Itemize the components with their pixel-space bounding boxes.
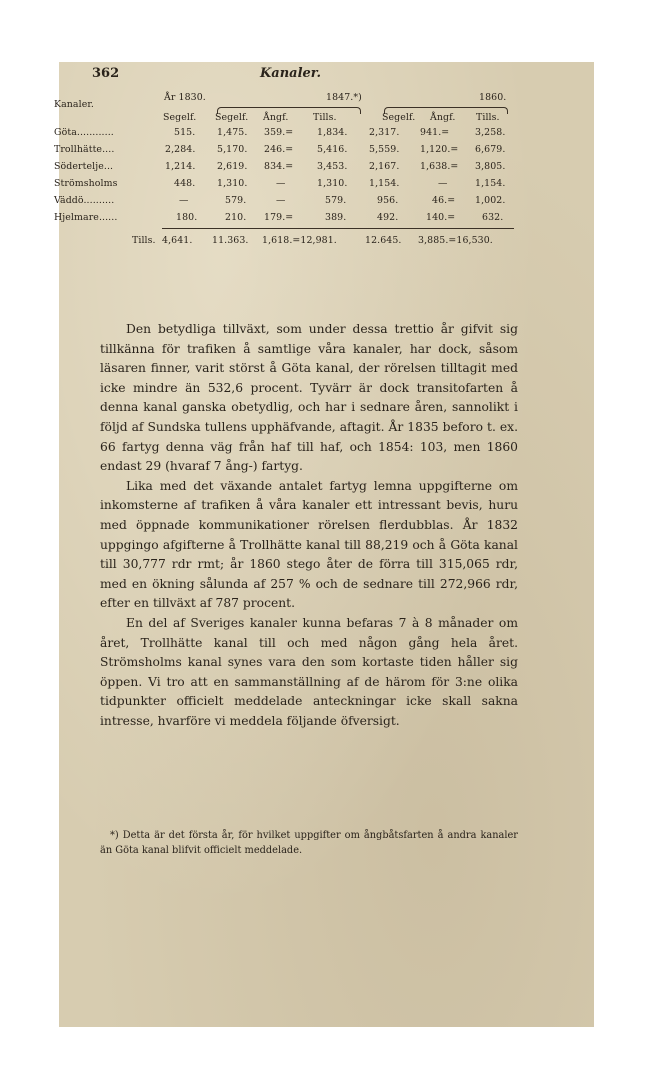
cell: 1,120.= [420,144,459,155]
row-label: Södertelje... [54,161,114,172]
col-header: Segelf. [163,112,197,123]
col-header: Segelf. [215,112,249,123]
cell: 1,834. [317,127,348,138]
cell: 1,214. [165,161,196,172]
page-number: 362 [92,66,120,81]
cell: 6,679. [475,144,506,155]
cell: — [276,178,286,189]
cell: — [438,178,448,189]
col-header: Tills. [313,112,337,123]
total-cell: 11.363. [212,235,249,246]
cell: 579. [325,195,347,206]
body-text [100,320,518,731]
header-1830: År 1830. [164,92,206,103]
col-header: Ångf. [430,112,456,123]
cell: 579. [225,195,247,206]
paragraph: Lika med det växande antalet fartyg lemna uppgifterne om inkomsterne af trafiken å våra kanaler ett intressant bevis, huru med öppnade kommunikationer rörelsen flerdubblas. År 1832 uppgingo afgifterne å Trollhätte kanal till 88,219 och å Göta kanal till 30,777 rdr rmt; år 1860 stego åter de förra till 315,065 rdr, med en ökning sålunda af 257 % och de sednare till 272,966 rdr, efter en tillväxt af 787 procent. [100,478,518,611]
header-1860: 1860. [479,92,507,103]
footnote [100,829,518,858]
cell: 1,638.= [420,161,459,172]
cell: 5,559. [369,144,400,155]
cell: 389. [325,212,347,223]
cell: 5,416. [317,144,348,155]
paragraph: Den betydliga tillväxt, som under dessa trettio år gifvit sig tillkänna för trafiken å samtlige våra kanaler, har dock, såsom läsaren finner, varit störst å Göta kanal, der rörelsen tilltagit med icke mindre än 532,6 procent. Tyvärr är dock transitofarten å denna kanal ganska obetydlig, och har i sednare åren, sannolikt i följd af Sundska tullens upphäfvande, aftagit. År 1835 beforo t. ex. 66 fartyg denna väg från haf till haf, och 1854: 103, men 1860 endast 29 (hvaraf 7 ång-) fartyg. [100,322,518,474]
cell: 2,167. [369,161,400,172]
total-rule [162,228,514,229]
col-header: Tills. [476,112,500,123]
cell: 956. [377,195,399,206]
cell: 1,154. [475,178,506,189]
cell: 3,258. [475,127,506,138]
cell: 3,453. [317,161,348,172]
page-header [92,66,448,86]
col-header: Ångf. [263,112,289,123]
cell: 46.= [432,195,456,206]
canal-traffic-table [54,90,514,300]
footnote-text: *) Detta är det första år, för hvilket uppgifter om ångbåtsfarten å andra kanaler än Göta kanal blifvit officielt meddelade. [100,830,518,856]
stub-header: Kanaler. [54,99,94,110]
cell: 2,317. [369,127,400,138]
cell: 448. [174,178,196,189]
header-1847: 1847.*) [326,92,362,103]
cell: 2,284. [165,144,196,155]
total-cell: 12.645. [365,235,402,246]
cell: 246.= [264,144,294,155]
total-cell: 4,641. [162,235,193,246]
row-label: Trollhätte.... [54,144,115,155]
cell: 2,619. [217,161,248,172]
total-cell: 3,885.=16,530. [418,235,493,246]
cell: 632. [482,212,504,223]
cell: 210. [225,212,247,223]
cell: 515. [174,127,196,138]
cell: 1,310. [217,178,248,189]
cell: 1,154. [369,178,400,189]
col-header: Segelf. [382,112,416,123]
cell: 1,002. [475,195,506,206]
cell: — [179,195,189,206]
row-label: Strömsholms [54,178,118,189]
row-label: Hjelmare...... [54,212,118,223]
cell: 359.= [264,127,294,138]
total-cell: 1,618.=12,981. [262,235,337,246]
cell: 5,170. [217,144,248,155]
row-label: Göta............ [54,127,114,138]
cell: — [276,195,286,206]
cell: 492. [377,212,399,223]
cell: 180. [176,212,198,223]
cell: 1,475. [217,127,248,138]
row-label: Väddö.......... [54,195,115,206]
cell: 941.= [420,127,450,138]
running-title: Kanaler. [260,66,321,81]
cell: 140.= [426,212,456,223]
paragraph: En del af Sveriges kanaler kunna befaras 7 à 8 månader om året, Trollhätte kanal till och med någon gång hela året. Strömsholms kanal synes vara den som kortaste tiden håller sig öppen. Vi tro att en sammanställning af de härom för 3:ne olika tidpunkter officielt meddelade anteckningar icke skall sakna intresse, hvarföre vi meddela följande öfversigt. [100,615,518,728]
cell: 179.= [264,212,294,223]
total-label: Tills. [132,235,156,246]
cell: 1,310. [317,178,348,189]
cell: 834.= [264,161,294,172]
cell: 3,805. [475,161,506,172]
